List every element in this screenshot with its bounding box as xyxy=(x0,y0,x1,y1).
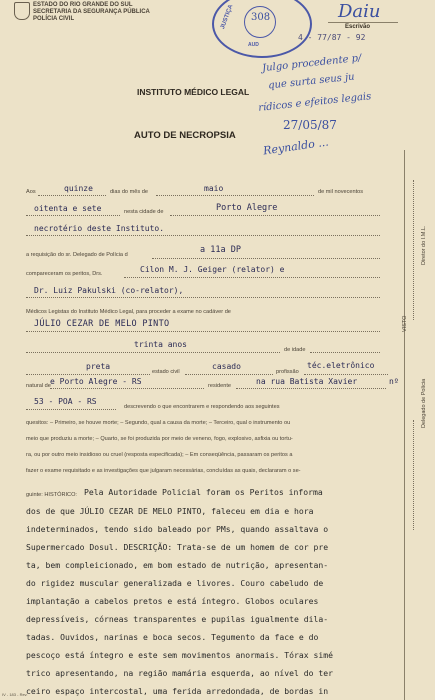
case-number: 4 - 77/87 - 92 xyxy=(298,33,366,42)
dots xyxy=(26,331,380,332)
body-line: trico apresentando, na região mamária esquerda, ao nível do ter xyxy=(26,668,333,678)
address-2-value: 53 - POA - RS xyxy=(34,397,97,406)
body-line: implantação a cabelos pretos e está íntegro. Globos oculares xyxy=(26,596,319,606)
dots xyxy=(50,388,204,389)
header-line-1: ESTADO DO RIO GRANDE DO SUL xyxy=(33,2,133,8)
natural-label: natural de xyxy=(26,383,51,389)
body-line: tadas. Ouvidos, narinas e boca secos. Tegumento da face e do xyxy=(26,632,319,642)
quesitos-line-1: quesitos: – Primeiro, se houve morte; – Segundo, qual a causa da morte; – Terceiro, qual o instrumento ou xyxy=(26,420,291,426)
stamp-number: 308 xyxy=(251,12,271,23)
document-title: AUTO DE NECROPSIA xyxy=(134,130,236,141)
dots xyxy=(170,215,380,216)
body-line: pescoço está íntegro e este sem movimentos anormais. Tórax simé xyxy=(26,650,333,660)
body-line: Pela Autoridade Policial foram os Peritos informa xyxy=(84,487,323,497)
number-label: nº xyxy=(389,377,399,386)
header-line-3: POLÍCIA CIVIL xyxy=(33,16,75,22)
dots xyxy=(26,215,120,216)
dots xyxy=(310,352,380,353)
side-column-border xyxy=(404,150,405,700)
dots xyxy=(26,374,150,375)
dots xyxy=(26,297,380,298)
dots xyxy=(26,235,380,236)
idade-label: de idade xyxy=(284,347,306,353)
place-value: necrotério deste Instituto. xyxy=(34,224,165,233)
address-value: na rua Batista Xavier xyxy=(256,377,358,386)
dots xyxy=(152,258,380,259)
color-value: preta xyxy=(86,362,111,371)
delegado-signature-line xyxy=(413,420,414,530)
dots xyxy=(156,195,314,196)
form-code: IV - 183 - Rev. xyxy=(2,692,28,697)
cidade-label: nesta cidade de xyxy=(124,209,164,215)
handwritten-note-1: Julgo procedente p/ xyxy=(261,52,362,75)
institute-title: INSTITUTO MÉDICO LEGAL xyxy=(137,87,250,97)
handwritten-signature: Reynaldo ... xyxy=(262,135,330,158)
visto-label: VISTO xyxy=(402,315,408,332)
body-line: dos de que JÚLIO CEZAR DE MELO PINTO, faleceu em dia e hora xyxy=(26,506,314,516)
delegado-label: Delegado de Polícia xyxy=(421,378,427,428)
birthplace-value: e Porto Alegre - RS xyxy=(50,377,142,386)
requisicao-label: a requisição do sr. Delegado de Polícia d xyxy=(26,252,128,258)
perito-1-value: Cilon M. J. Geiger (relator) e xyxy=(140,265,285,274)
escrivao-label: Escrivão xyxy=(345,24,371,30)
residente-label: residente xyxy=(208,383,232,389)
handwritten-date: 27/05/87 xyxy=(283,118,337,132)
profession-value: téc.eletrônico xyxy=(307,361,375,370)
dots xyxy=(304,374,388,375)
dots xyxy=(124,277,380,278)
handwritten-note-2: que surta seus ju xyxy=(267,71,356,92)
historico-label: guinte: HISTÓRICO: xyxy=(26,492,77,498)
dots xyxy=(26,352,280,353)
quesitos-line-3: ra, ou por outro meio insidioso ou cruel (resposta especificada); – Em conseqüência, passaram os peritos a xyxy=(26,452,293,458)
marital-value: casado xyxy=(212,362,241,371)
descrevendo-label: descrevendo o que encontrarem e respondendo aos seguintes xyxy=(124,404,280,410)
body-line: Supermercado Dosul. DESCRIÇÃO: Trata-se de um homem de cor pre xyxy=(26,542,329,552)
quesitos-line-2: meio que produziu a morte; – Quarto, se foi produzida por meio de veneno, fogo, explosivo, asfixia ou tortu- xyxy=(26,436,293,442)
city-value: Porto Alegre xyxy=(216,203,278,213)
profissao-label: profissão xyxy=(276,369,299,375)
victim-name-value: JÚLIO CEZAR DE MELO PINTO xyxy=(34,319,170,329)
header-line-2: SECRETARIA DA SEGURANÇA PÚBLICA xyxy=(33,9,150,15)
perito-2-value: Dr. Luiz Pakulski (co-relator), xyxy=(34,286,184,295)
stamp-text-top: JUSTIÇA xyxy=(220,3,235,31)
escrivao-line xyxy=(328,22,398,23)
state-crest-icon xyxy=(14,2,30,20)
dp-value: a 11a DP xyxy=(200,245,241,255)
medicos-label: Médicos Legistas do Instituto Médico Legal, para proceder a exame no cadáver de xyxy=(26,309,231,315)
month-value: maio xyxy=(204,184,224,193)
compareceram-label: compareceram os peritos, Drs. xyxy=(26,271,103,277)
dots xyxy=(38,195,106,196)
quesitos-line-4: fazer o exame requisitado e as investigações que julgaram necessárias, concluídas as quais, declararam o se- xyxy=(26,468,301,474)
director-label: Diretor do I.M.L. xyxy=(421,225,427,265)
mil-label: de mil novecentos xyxy=(318,189,364,195)
dias-label: dias do mês de xyxy=(110,189,148,195)
stamp-text-bottom: AUD xyxy=(248,42,259,48)
court-stamp xyxy=(212,0,312,58)
top-signature: Daiu xyxy=(338,1,381,22)
age-value: trinta anos xyxy=(134,340,187,349)
body-line: ceiro espaço intercostal, uma ferida arredondada, de bordas in xyxy=(26,686,329,696)
body-line: indeterminados, tendo sido baleado por PMs, quando assaltava o xyxy=(26,524,329,534)
aos-label: Aos xyxy=(26,189,36,195)
dots xyxy=(185,374,273,375)
handwritten-note-3: rídicos e efeitos legais xyxy=(257,91,372,114)
year-value: oitenta e sete xyxy=(34,204,102,213)
estado-civil-label: estado civil xyxy=(152,369,180,375)
dots xyxy=(236,388,386,389)
body-line: do rigidez muscular generalizada e livores. Couro cabeludo de xyxy=(26,578,324,588)
director-signature-line xyxy=(413,180,414,320)
body-line: ta, bem compleicionado, em bom estado de nutrição, apresentan- xyxy=(26,560,329,570)
day-value: quinze xyxy=(64,184,93,193)
dots xyxy=(26,409,116,410)
body-line: depressíveis, córneas transparentes e pupilas igualmente dila- xyxy=(26,614,329,624)
